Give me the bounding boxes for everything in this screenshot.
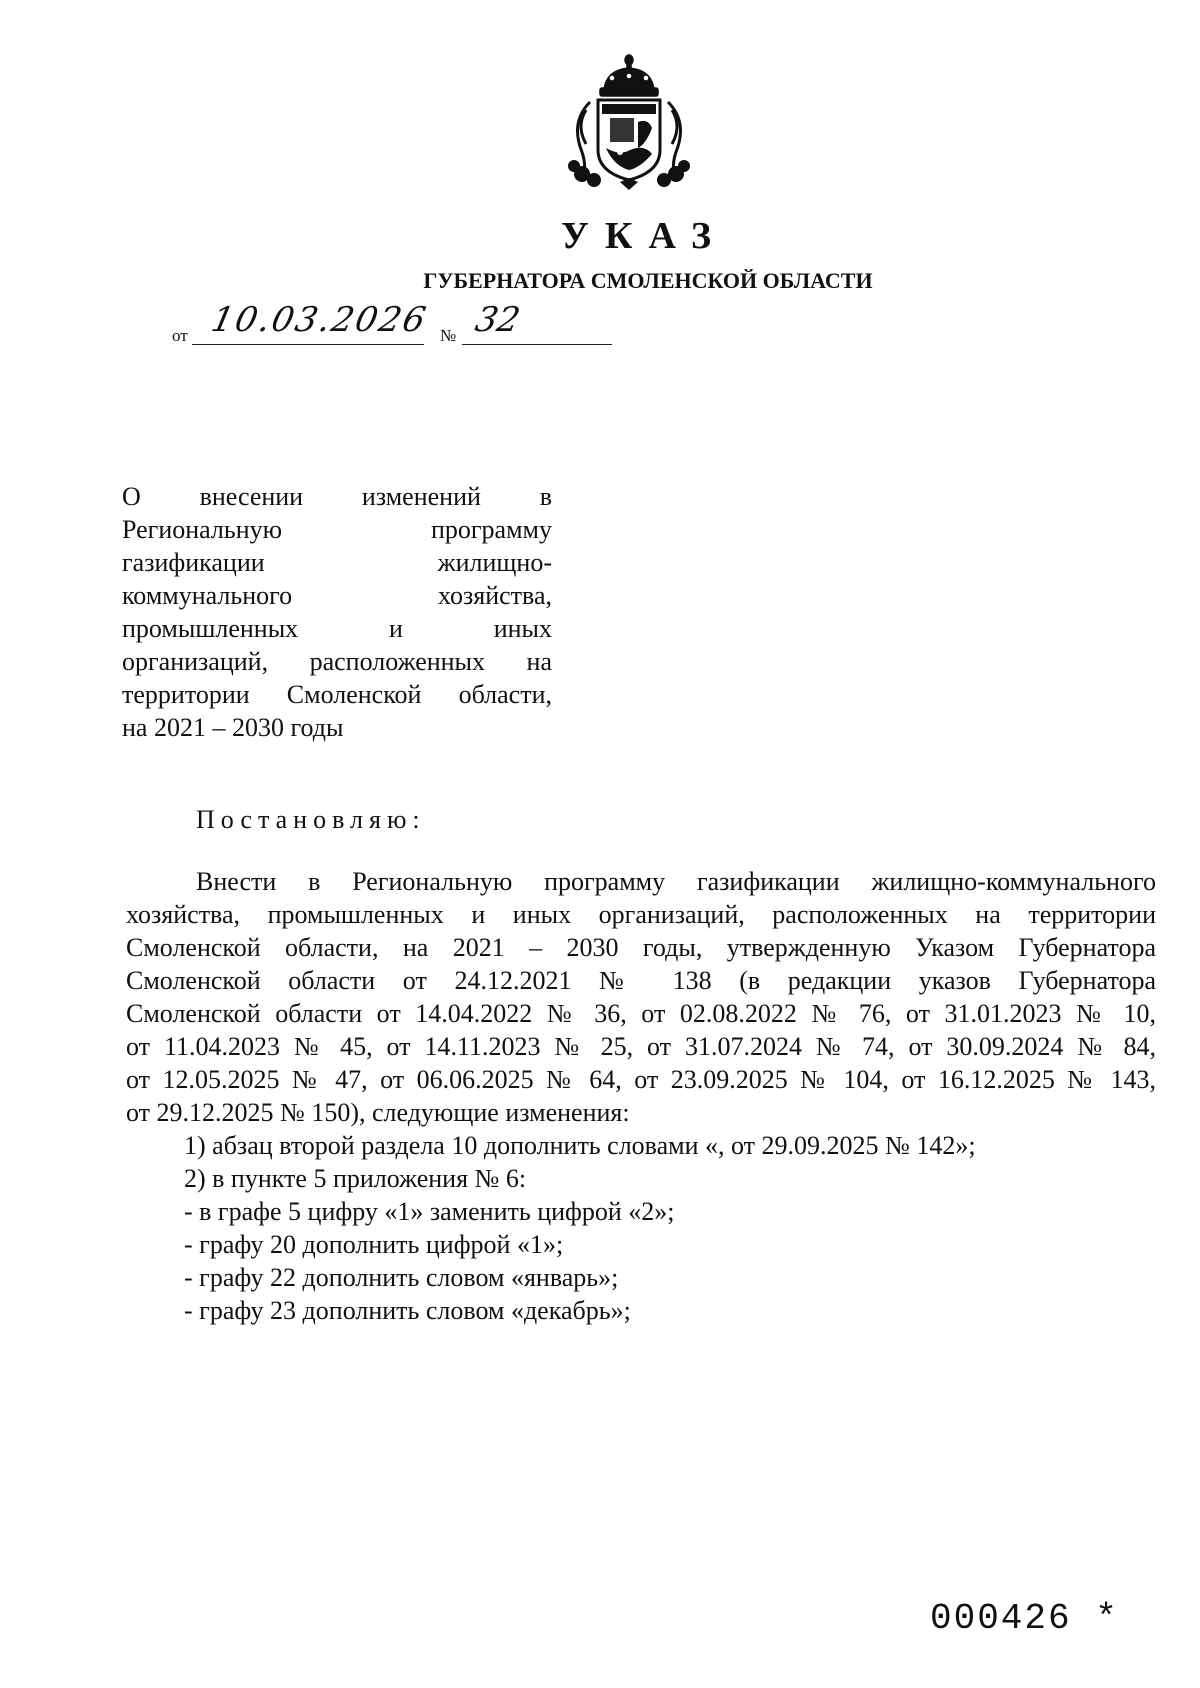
body-line: от 11.04.2023 № 45, от 14.11.2023 № 25, от 31.07.2024 № 74, от 30.09.2024 № 84, <box>126 1032 1156 1061</box>
handwritten-number: 32 <box>471 300 524 340</box>
document-subject <box>122 480 552 744</box>
number-underline <box>462 344 612 345</box>
date-prefix: от <box>172 326 188 345</box>
number-prefix: № <box>440 326 457 345</box>
subject-line: О внесении изменений в <box>122 482 552 511</box>
list-item: - в графе 5 цифру «1» заменить цифрой «2»; <box>184 1197 675 1226</box>
handwritten-date: 10.03.2026 <box>207 300 431 340</box>
subject-line: промышленных и иных <box>122 614 552 643</box>
date-number-line <box>172 300 612 348</box>
document-subtitle: ГУБЕРНАТОРА СМОЛЕНСКОЙ ОБЛАСТИ <box>423 268 873 293</box>
body-line: Внести в Региональную программу газификации жилищно-коммунального <box>196 867 1156 896</box>
subject-line: организаций, расположенных на <box>122 647 552 676</box>
list-item: 1) абзац второй раздела 10 дополнить словами «, от 29.09.2025 № 142»; <box>184 1131 976 1160</box>
subject-line: на 2021 – 2030 годы <box>122 713 344 742</box>
subject-line: газификации жилищно- <box>122 548 552 577</box>
document-title: УКАЗ <box>561 215 727 257</box>
serial-number: 000426 * <box>930 1598 1119 1639</box>
body-line: хозяйства, промышленных и иных организаций, расположенных на территории <box>126 900 1156 929</box>
crown-icon <box>600 55 658 96</box>
body-line: Смоленской области от 24.12.2021 № 138 (в редакции указов Губернатора <box>126 966 1156 995</box>
list-item: - графу 20 дополнить цифрой «1»; <box>184 1230 564 1259</box>
document-body <box>126 865 1156 1327</box>
shield-icon <box>598 100 660 180</box>
body-line: от 12.05.2025 № 47, от 06.06.2025 № 64, от 23.09.2025 № 104, от 16.12.2025 № 143, <box>126 1065 1156 1094</box>
subject-line: коммунального хозяйства, <box>122 581 552 610</box>
list-item: - графу 23 дополнить словом «декабрь»; <box>184 1296 631 1325</box>
subject-line: Региональную программу <box>122 515 552 544</box>
list-item: - графу 22 дополнить словом «январь»; <box>184 1263 619 1292</box>
subject-line: территории Смоленской области, <box>122 680 552 709</box>
list-item: 2) в пункте 5 приложения № 6: <box>184 1164 527 1193</box>
body-line: Смоленской области, на 2021 – 2030 годы, утвержденную Указом Губернатора <box>126 933 1156 962</box>
date-underline <box>192 344 424 345</box>
body-line: Смоленской области от 14.04.2022 № 36, от 02.08.2022 № 76, от 31.01.2023 № 10, <box>126 999 1156 1028</box>
body-line: от 29.12.2025 № 150), следующие изменения: <box>126 1098 630 1127</box>
coat-of-arms-emblem <box>560 52 698 192</box>
resolve-heading: Постановляю: <box>196 805 426 834</box>
